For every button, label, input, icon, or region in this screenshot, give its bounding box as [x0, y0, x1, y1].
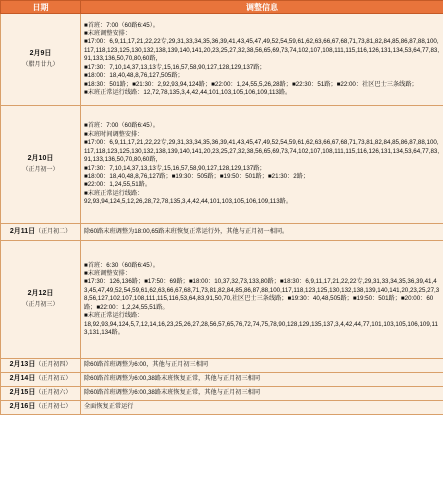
info-line: ■17:00：6,9,11,17,21,22,22专,29,31,33,34,35,36,39,41,43,45,47,49,52,54,59,61,62,63,66,67,68,71,73,81,82,84,85,86,87,88,100,117,118,123,125,130,132,138,139,140,141,20,23,25,27,32,38,56,65,69,73,74,102,107,108,111,115,116,126,131,134,53,64,77,83,91,133,136,50,70,80,60路，: [84, 139, 440, 164]
table-row: [1, 14, 443, 106]
info-line: 92,93,94,124,5,12,26,28,72,78,135,3,4,42,44,101,103,105,106,109,113路。: [84, 198, 293, 206]
lunar-date-label: （正月初六）: [35, 390, 72, 397]
info-line: ■18:30：501路；■21:30：2,92,93,94,124路；■22:00：1,24,55,5,26,28路；■22:30：51路；■22:00：社区巴士三条线路；: [84, 80, 418, 88]
info-line: ■17:30：126,136路；■17:50：69路；■18:00：10,37,32,73,133,80路；■18:30：6,9,11,17,21,22,22专,29,31,33,34,35,36,39,41,43,45,47,49,52,54,59,61,62,63,66,67,68,71,73,81,82,84,85,86,87,88,100,117,118,123,125,130,132,138,139,140,141,20,23,25,27,38,56,127,102,107,108,111,115,116,53,64,83,91,50,70,社区巴士三条线路；■19:30：40,48,505路；■19:50：501路；■20:00：60路；■22:00：1,2,24,55,51路。: [84, 278, 440, 311]
header-info: 调整信息: [81, 1, 443, 14]
table-row: [1, 106, 443, 224]
lunar-date-label: （正月初三）: [22, 301, 59, 308]
date-cell: [1, 106, 81, 224]
date-cell: [1, 14, 81, 106]
lunar-date-label: （腊月廿九）: [22, 61, 59, 68]
info-line: ■18:00：18,40,48,8,76,127,505路；: [84, 72, 184, 80]
info-line: 除60路首班调整为6:00,38路末班恢复正常，其他与正月初三相同: [84, 375, 261, 383]
date-label: 2月16日: [9, 403, 36, 411]
info-line: ■末班正常运行线路：12,72,78,135,3,4,42,44,101,103,105,106,109,113路。: [84, 88, 292, 96]
info-line: ■末班时间调整安排：: [84, 130, 144, 138]
info-cell: [81, 241, 443, 359]
info-cell: [81, 224, 443, 241]
info-line: ■末班正常运行线路：: [84, 189, 144, 197]
info-line: 除60路首班调整为6:00,38路末班恢复正常，其他与正月初三相同: [84, 389, 261, 397]
table-row: [1, 359, 443, 373]
date-label: 2月11日: [9, 227, 36, 235]
info-line: ■17:30：7,10,14,37,13,13专,15,16,57,58,90,127,128,129,137路；: [84, 63, 266, 71]
info-line: ■17:00：6,9,11,17,21,22,22专,29,31,33,34,35,36,39,41,43,45,47,49,52,54,59,61,62,63,66,67,68,71,73,81,82,84,85,86,87,88,100,117,118,123,125,130,132,138,139,140,141,20,23,25,27,32,38,56,65,69,73,74,102,107,108,111,115,116,126,131,134,53,64,77,83,91,133,136,50,70,80,60路，: [84, 38, 440, 63]
date-label: 2月10日: [27, 155, 54, 163]
date-cell: [1, 224, 81, 241]
date-cell: [1, 401, 81, 415]
table-header-row: [1, 1, 443, 14]
date-label: 2月14日: [9, 375, 36, 383]
info-line: ■末班调整安排：: [84, 270, 132, 278]
info-line: 18,92,93,94,124,5,7,12,14,16,23,25,26,27,28,56,57,65,76,72,74,75,78,90,128,129,135,137,3,4,42,44,77,101,103,105,106,109,113,131,134路。: [84, 320, 438, 336]
info-cell: [81, 373, 443, 387]
table-row: [1, 241, 443, 359]
info-cell: [81, 359, 443, 373]
date-cell: [1, 359, 81, 373]
table-body: [1, 14, 443, 415]
info-line: ■18:00：18,40,48,8,76,127路；■19:30：505路；■19:50：501路；■21:30：2路；: [84, 172, 310, 180]
table-row: [1, 387, 443, 401]
table-row: [1, 401, 443, 415]
info-line: ■首班：7:00（60路6:45）。: [84, 21, 159, 29]
info-line: ■首班：6:30（60路6:45）。: [84, 261, 159, 269]
lunar-date-label: （正月初五）: [35, 376, 72, 383]
date-cell: [1, 241, 81, 359]
info-line: 除60路末班调整为18:00,65路末班恢复正常运行外，其他与正月初一相同。: [84, 227, 289, 235]
date-label: 2月12日: [27, 290, 54, 298]
lunar-date-label: （正月初二）: [35, 228, 72, 235]
info-cell: [81, 401, 443, 415]
lunar-date-label: （正月初一）: [22, 166, 59, 173]
date-label: 2月15日: [9, 389, 36, 397]
info-cell: [81, 14, 443, 106]
info-line: 除60路首班调整为6:00，其他与正月初三相同: [84, 361, 209, 369]
info-line: ■末班正常运行线路：: [84, 312, 144, 320]
lunar-date-label: （正月初七）: [35, 404, 72, 411]
info-line: ■17:30：7,10,14,37,13,13专,15,16,57,58,90,127,128,129,137路；: [84, 164, 266, 172]
info-line: ■22:00：1,24,55,51路。: [84, 181, 152, 189]
info-cell: [81, 387, 443, 401]
info-cell: [81, 106, 443, 224]
date-cell: [1, 373, 81, 387]
table-row: [1, 224, 443, 241]
info-line: 全面恢复正常运行: [84, 403, 134, 411]
table-row: [1, 373, 443, 387]
info-line: ■末班调整安排：: [84, 30, 132, 38]
lunar-date-label: （正月初四）: [35, 362, 72, 369]
info-line: ■首班：7:00（60路6:45）。: [84, 122, 159, 130]
date-label: 2月13日: [9, 361, 36, 369]
date-cell: [1, 387, 81, 401]
date-label: 2月9日: [29, 50, 52, 58]
header-date: 日期: [1, 1, 81, 14]
